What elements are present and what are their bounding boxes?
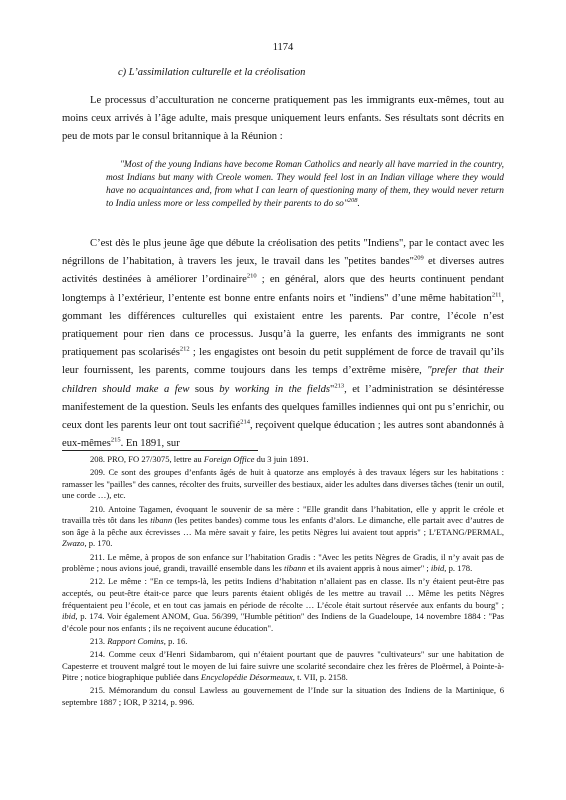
footnote-209 [62, 467, 504, 502]
text-run: sous [194, 383, 214, 395]
text-run: Zwazo [62, 538, 85, 549]
block-quote: "Most of the young Indians have become Roman Catholics and nearly all have married in the country, most Indians but many with Creole women. They would feel lost in an Indian village where they would have no acquaintances and, from what I can learn of questioning many of them, they would never return to India unless more or less compelled by their parents to do so"$^{208}$. [106, 160, 504, 210]
text-run: , reçoivent quelque éducation ; les autres sont abandonnés à eux-mêmes [62, 420, 504, 450]
text-run: (les petites bandes) comme tous les enfants d’alors. Le dimanche, elle partait avec d’autres de son âge à la pêche aux écrevisses … Ma mère savait y faire, les petits Nègres lui avaient tout appris" ; L’ETANG/PERMAL, [62, 515, 504, 537]
quote-text: "Most of the young Indians have become Roman Catholics and nearly all have married in the country, most Indians but many with Creole women. They would feel lost in an Indian village where they would have no acquaintances and, from what I can learn of questioning many of them, they would never return to India unless more or less compelled by their parents to do so" [106, 160, 504, 210]
text-run: , p. 16. [163, 635, 188, 646]
footnote-212 [62, 576, 504, 634]
text-run: Encyclopédie Désormeaux [200, 672, 293, 683]
text-run: ; les engagistes ont besoin du petit supplément de force de travail qu’ils leur fournissent, les parents, comme toujours dans les temps d’extrême misère, [62, 347, 504, 377]
text-run: ibid [430, 563, 445, 574]
text-run: du 3 juin 1891. [254, 454, 309, 464]
text-run: 214. Comme ceux d’Henri Sidambarom, qui n’étaient pourtant que de pauvres "cultivateurs" sur une habitation de Capesterre et trouvent malgré tout le moyen de lui faire suivre une scolarité secondaire chez les frères de Ploërmel, à Pointe-à-Pitre ; notice biographique publiée dans [62, 649, 504, 683]
text-run: 208. PRO, FO 27/3075, lettre au [90, 454, 204, 464]
footnote-ref: 209 [414, 254, 424, 262]
text-run: 210. Antoine Tagamen, évoquant le souvenir de sa mère : "Elle grandit dans l’habitation, elle y apprit le créole et travailla très tôt dans les [62, 503, 504, 526]
section-heading: c) L’assimilation culturelle et la créolisation [118, 67, 306, 78]
footnote-214 [62, 649, 504, 684]
text-run: et ils avaient appris à nous aimer" ; [305, 563, 431, 574]
text-run: , p. 178. [444, 563, 473, 574]
footnote-213 [62, 636, 504, 648]
text-run: C’est dès le plus jeune âge que débute la créolisation des petits "Indiens", par le contact avec les négrillons de l’habitation, à travers les jeux, le travail dans les "petites bandes" [62, 238, 504, 268]
footnote-208 [62, 454, 504, 466]
text-run: Rapport Comins [107, 635, 164, 646]
quoted-text: "prefer that their children should make a few [62, 365, 504, 395]
text-run: et diverses autres activités destinées à améliorer l’ordinaire [62, 256, 504, 286]
text-run: 212. Le même : "En ce temps-là, les petits Indiens d’habitation n’allaient pas en classe. Ils n’y étaient peut-être pas acceptés, ou peut-être était-ce parce que leurs parents étaient obligés de les mettre au travail … Même les petits Nègres fréquentaient peu l’école, et en tout cas jamais en période de récolte … L’école était surtout réservée aux enfants du bourg" ; [62, 576, 504, 610]
footnote-separator [62, 450, 258, 451]
text-run: Foreign Office [203, 454, 255, 464]
page-number: 1174 [272, 42, 294, 53]
footnote-215 [62, 685, 504, 708]
footnote-ref: 212 [179, 345, 190, 353]
text-run: , gommant les différences culturelles qui existaient entre les parents. Par contre, l’école n’est pratiquement pour rien dans ce processus. Jusqu’à la guerre, les enfants des immigrants ne sont pratiquement pas scolarisés [62, 292, 504, 359]
text-run: . En 1891, sur [120, 438, 180, 450]
footnote-211 [62, 552, 504, 575]
text-run: 213. [90, 635, 108, 646]
text-run: , t. VII, p. 2158. [292, 672, 348, 683]
text-run: , p. 174. Voir également ANOM, Gua. 56/399, "Humble pétition" des Indiens de la Guadeloupe, 14 novembre 1884 : "Pas d’école pour nos enfants ; ils ne reçoivent aucune éducation". [62, 611, 504, 633]
footnotes [62, 454, 504, 710]
footnote-ref: 213 [334, 382, 345, 390]
text-run: ; en général, alors que des heurts continuent pendant longtemps à l’extérieur, l’entente est bonne entre enfants noirs et "indiens" d’une même habitation [62, 274, 504, 304]
text-run: 215. Mémorandum du consul Lawless au gouvernement de l’Inde sur la situation des Indiens de la Martinique, 6 septembre 1887 ; IOR, P 3214, p. 996. [62, 685, 504, 708]
text-run: ibid [62, 611, 76, 622]
quoted-text: by working in the fields [213, 383, 331, 395]
paragraph-intro: Le processus d’acculturation ne concerne pratiquement pas les immigrants eux-mêmes, tout au moins ceux arrivés à l’âge adulte, mais presque uniquement leurs enfants. Ses résultats sont décrits en peu de mots par le consul britannique à la Réunion : [62, 95, 504, 143]
text-run: tibann [283, 563, 306, 574]
text-run: 209. Ce sont des groupes d’enfants âgés de huit à quatorze ans employés à des travaux légers sur les habitations : ramasser les "pailles" des cannes, récolter des fruits, surveiller des bestiaux, aider les adultes dans diverses tâches (tenir un outil, une corde …), etc. [62, 467, 504, 501]
footnote-ref: 208 [347, 197, 358, 205]
text-run: , et l’administration se désintéresse manifestement de la question. Seuls les enfants des quelques familles indiennes qui ont pu s’enrichir, ou ceux dont les parents leur ont tout sacrifié [62, 383, 504, 432]
paragraph-creolisation: C’est dès le plus jeune âge que débute la créolisation des petits "Indiens", par le contact avec les négrillons de l’habitation, à travers les jeux, le travail dans les "petites bandes"$^{209}$ et diverses autres activités destinées à améliorer l’ordinaire$^{210}$ ; en général, alors que des heurts continuent pendant longtemps à l’extérieur, l’entente est bonne entre enfants noirs et "indiens" d’une même habitation$^{211}$, gommant les différences culturelles qui existaient entre les parents. Par contre, l’école n’est pratiquement pour rien dans ce processus. Jusqu’à la guerre, les enfants des immigrants ne sont pratiquement pas scolarisés$^{212}$ ; les engagistes ont besoin du petit supplément de force de travail qu’ils leur fournissent, les parents, comme toujours dans les temps d’extrême misère, "prefer that their children should make a few sous by working in the fields"$^{213}$, et l’administration se désintéresse manifestement de la question. Seuls les enfants des quelques familles indiennes qui ont pu s’enrichir, ou ceux dont les parents leur ont tout sacrifié$^{214}$, reçoivent quelque éducation ; les autres sont abandonnés à eux-mêmes$^{215}$. En 1891, sur [62, 238, 504, 450]
text-run: , p. 170. [84, 538, 113, 549]
text-run: tibann [150, 515, 173, 526]
footnote-ref: 211 [491, 291, 502, 299]
footnote-210 [62, 504, 504, 550]
text-run: 211. Le même, à propos de son enfance sur l’habitation Gradis : "Avec les petits Nègres de Gradis, il n’y avait pas de problème ; nous avions joué, grandi, travaillé ensemble dans les [62, 551, 504, 574]
footnote-ref: 210 [246, 272, 257, 280]
footnote-ref: 214 [240, 418, 250, 426]
footnote-ref: 215 [110, 436, 121, 444]
